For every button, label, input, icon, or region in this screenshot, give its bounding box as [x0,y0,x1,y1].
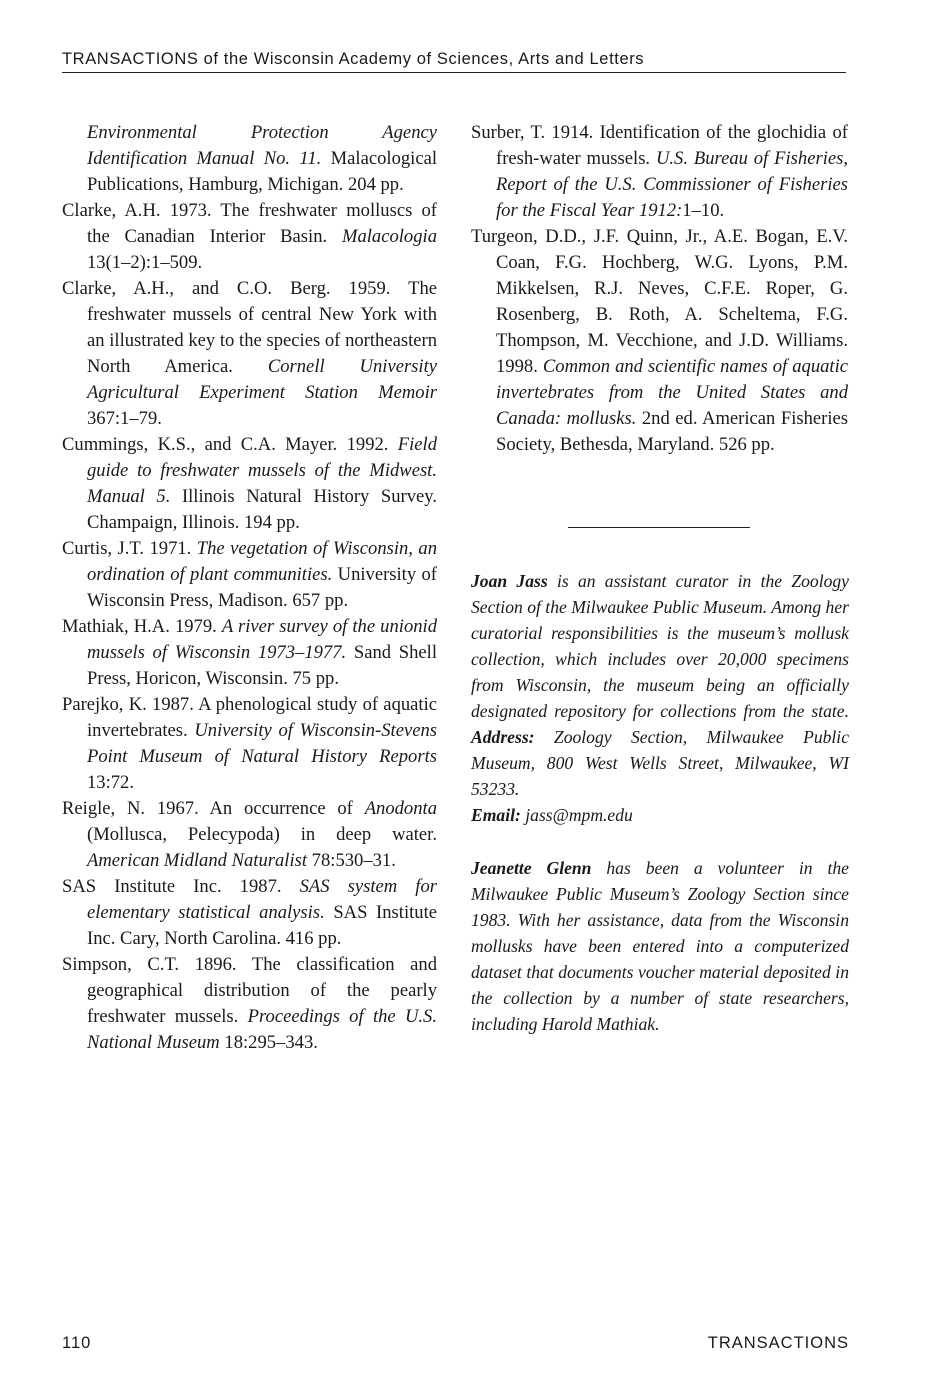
reference-text: 13:72. [87,772,135,793]
reference-italic-text: American Midland Naturalist [87,850,308,871]
author-bio-glenn [471,855,849,1037]
reference-text: 78:530–31. [307,850,396,871]
address-label: Address: [471,727,535,747]
reference-entry [62,198,437,276]
reference-entry [62,796,437,874]
email-text: jass@mpm.edu [520,805,633,825]
reference-entry [62,952,437,1056]
reference-text: 13(1–2):1–509. [87,252,203,273]
references-right-column [471,120,848,458]
reference-text: Curtis, J.T. 1971. [62,538,197,559]
reference-text: University of Wisconsin Press, Madison. 657 pp. [87,564,437,611]
reference-text: (Mollusca, Pelecypoda) in deep water. [87,824,437,845]
reference-text: Parejko, K. 1987. A phenological study of aquatic invertebrates. [62,694,437,741]
reference-text: SAS Institute Inc. 1987. [62,876,300,897]
section-divider [568,527,750,528]
reference-text: Mathiak, H.A. 1979. [62,616,222,637]
reference-text: Cummings, K.S., and C.A. Mayer. 1992. [62,434,398,455]
reference-entry [62,536,437,614]
references-left-column [62,120,437,1056]
reference-text: 18:295–343. [219,1032,318,1053]
page-number: 110 [62,1334,92,1352]
reference-italic-text: Environmental Protection Agency Identification Manual No. 11. [87,122,437,169]
reference-italic-text: SAS system for elementary statistical analysis. [87,876,437,923]
email-label: Email: [471,805,521,825]
reference-italic-text: Common and scientific names of aquatic invertebrates from the United States and Canada: mollusks. [496,356,849,429]
reference-italic-text: Proceedings of the U.S. National Museum [87,1006,437,1053]
reference-entry [471,224,848,458]
bio-text: has been a volunteer in the Milwaukee Public Museum’s Zoology Section since 1983. With her assistance, data from the Wisconsin mollusks have been entered into a computerized dataset that documents voucher material deposited in the collection by a number of state researchers, including Harold Mathiak. [471,858,849,1034]
reference-text: Surber, T. 1914. Identification of the glochidia of fresh-water mussels. [471,122,848,169]
reference-text: Simpson, C.T. 1896. The classification and geographical distribution of the pearly freshwater mussels. [62,954,437,1027]
reference-text: 2nd ed. American Fisheries Society, Bethesda, Maryland. 526 pp. [496,408,848,455]
footer-journal-name: TRANSACTIONS [707,1334,849,1352]
reference-entry [62,692,437,796]
reference-italic-text: Malacologia [341,226,437,247]
reference-entry [62,874,437,952]
reference-text: Turgeon, D.D., J.F. Quinn, Jr., A.E. Bogan, E.V. Coan, F.G. Hochberg, W.G. Lyons, P.M. Mikkelsen, R.J. Neves, C.F.E. Roper, G. Rosenberg, B. Roth, A. Scheltema, F.G. Thompson, M. Vecchione, and J.D. Williams. 1998. [471,226,848,377]
reference-entry [471,120,848,224]
reference-text: Clarke, A.H. 1973. The freshwater molluscs of the Canadian Interior Basin. [62,200,437,247]
reference-italic-text: The vegetation of Wisconsin, an ordination of plant communities. [87,538,437,585]
reference-text: Reigle, N. 1967. An occurrence of [62,798,365,819]
reference-italic-text: Anodonta [364,798,437,819]
reference-text: Malacological Publications, Hamburg, Michigan. 204 pp. [87,148,437,195]
reference-text: 1–10. [682,200,725,221]
reference-italic-text: Field guide to freshwater mussels of the Midwest. Manual 5. [87,434,437,507]
running-header: TRANSACTIONS of the Wisconsin Academy of Sciences, Arts and Letters [62,50,846,73]
reference-italic-text: U.S. Bureau of Fisheries, Report of the U.S. Commissioner of Fisheries for the Fiscal Year 1912: [496,148,849,221]
reference-entry [62,120,437,198]
reference-italic-text: University of Wisconsin-Stevens Point Museum of Natural History Reports [87,720,437,767]
reference-entry [62,614,437,692]
reference-entry [62,432,437,536]
reference-italic-text: A river survey of the unionid mussels of Wisconsin 1973–1977. [87,616,438,663]
reference-text: Sand Shell Press, Horicon, Wisconsin. 75 pp. [87,642,437,689]
reference-italic-text: Cornell University Agricultural Experiment Station Memoir [87,356,438,403]
bio-text: is an assistant curator in the Zoology Section of the Milwaukee Public Museum. Among her curatorial responsibilities is the museum’s mollusk collection, which includes over 20,000 specimens from Wisconsin, the museum being an officially designated repository for collections from the state. [471,571,849,721]
author-bio-jass [471,568,849,828]
reference-text: SAS Institute Inc. Cary, North Carolina. 416 pp. [87,902,437,949]
reference-text: Illinois Natural History Survey. Champaign, Illinois. 194 pp. [87,486,438,533]
address-text: Zoology Section, Milwaukee Public Museum, 800 West Wells Street, Milwaukee, WI 53233. [471,727,849,799]
reference-entry [62,276,437,432]
author-name: Joan Jass [471,571,548,591]
reference-text: 367:1–79. [87,408,162,429]
reference-text: Clarke, A.H., and C.O. Berg. 1959. The freshwater mussels of central New York with an illustrated key to the species of northeastern North America. [62,278,437,377]
author-name: Jeanette Glenn [471,858,592,878]
